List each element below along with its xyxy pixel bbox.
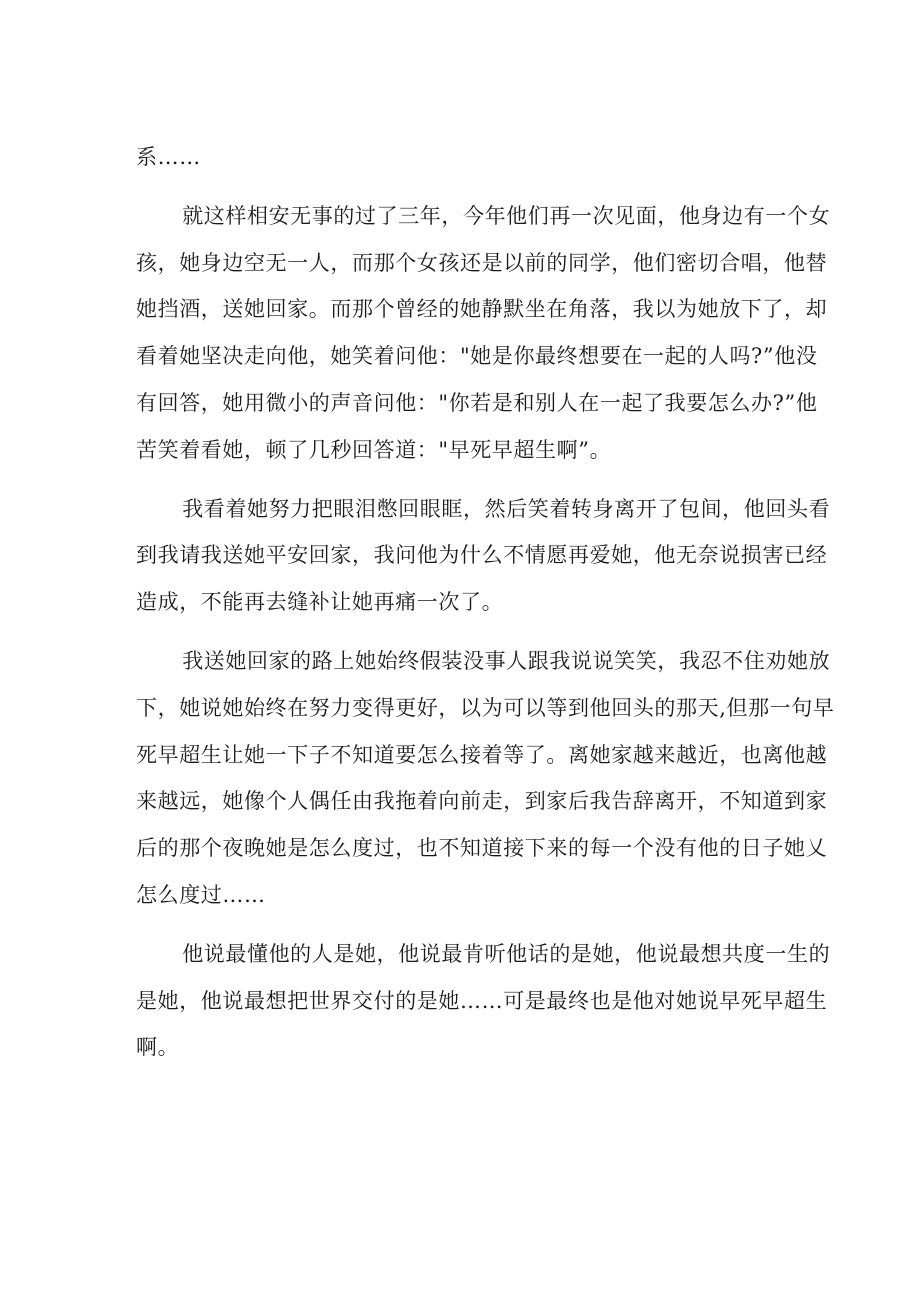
text-line: 我送她回家的路上她始终假装没事人跟我说说笑笑，我忍不住劝她放: [182, 648, 831, 673]
text-line: 苦笑着看她，顿了几秒回答道："早死早超生啊”。: [136, 437, 612, 462]
text-line: 来越远，她像个人偶任由我拖着向前走，到家后我告辞离开，不知道到家: [136, 789, 828, 814]
text-line: 我看着她努力把眼泪憋回眼眶，然后笑着转身离开了包间，他回头看: [182, 496, 831, 521]
text-line: 他说最懂他的人是她，他说最肯听他话的是她，他说最想共度一生的: [182, 941, 831, 966]
text-line: 啊。: [136, 1035, 180, 1060]
text-line: 怎么度过……: [136, 882, 266, 907]
text-line: 下，她说她始终在努力变得更好，以为可以等到他回头的那天,但那一句早: [136, 695, 835, 720]
text-line: 她挡酒，送她回家。而那个曾经的她静默坐在角落，我以为她放下了，却: [136, 297, 828, 322]
paragraph-3: [136, 486, 831, 626]
paragraph-5: [136, 931, 831, 1071]
text-line: 孩，她身边空无一人，而那个女孩还是以前的同学，他们密切合唱，他替: [136, 250, 828, 275]
text-line: 到我请我送她平安回家，我问他为什么不情愿再爱她，他无奈说损害已经: [136, 543, 828, 568]
text-line: 就这样相安无事的过了三年，今年他们再一次见面，他身边有一个女: [182, 203, 831, 228]
text-line: 死早超生让她一下子不知道要怎么接着等了。离她家越来越近，也离他越: [136, 742, 828, 767]
text-line: 是她，他说最想把世界交付的是她……可是最终也是他对她说早死早超生: [136, 988, 828, 1013]
text-line: 有回答，她用微小的声音问他："你若是和别人在一起了我要怎么办?”他: [136, 390, 818, 415]
paragraph-2: [136, 193, 831, 474]
text-line: 后的那个夜晚她是怎么度过，也不知道接下来的每一个没有他的日子她乂: [136, 836, 828, 861]
paragraph-4: [136, 638, 835, 919]
text-line: 造成，不能再去缝补让她再痛一次了。: [136, 590, 504, 615]
paragraph-1: [136, 134, 784, 181]
text-line: 看着她坚决走向他，她笑着问他："她是你最终想要在一起的人吗?”他没: [136, 344, 818, 369]
document-body: [136, 134, 835, 1083]
text-line: 系……: [136, 145, 201, 169]
